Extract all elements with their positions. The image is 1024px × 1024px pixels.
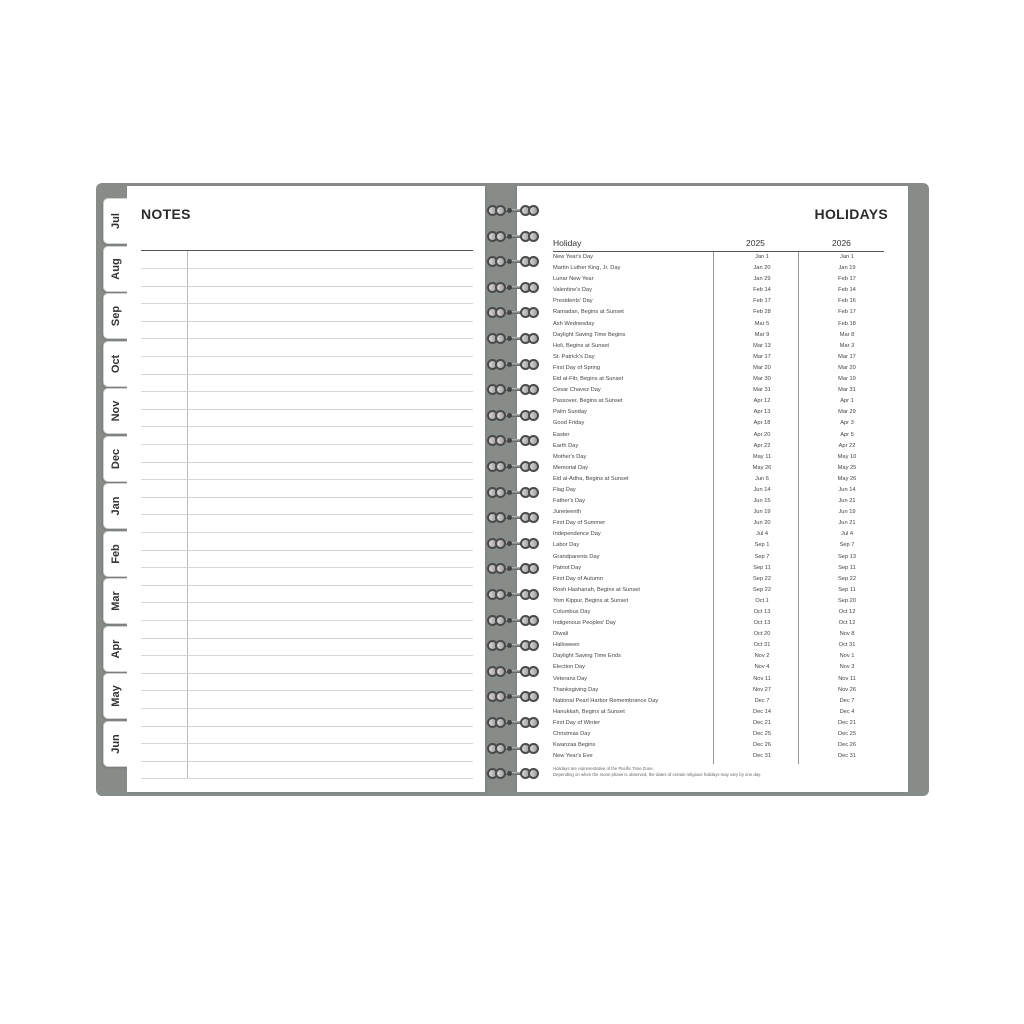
holiday-row xyxy=(553,285,884,296)
holiday-name: Halloween xyxy=(553,642,580,649)
holiday-row xyxy=(553,407,884,418)
ruled-line xyxy=(141,708,473,709)
holiday-date-2025: Apr 22 xyxy=(753,442,771,449)
holiday-date-2026: Nov 3 xyxy=(839,664,855,671)
spiral-ring-icon xyxy=(485,614,541,628)
holiday-date-2025: Jun 20 xyxy=(753,520,771,527)
holiday-date-2025: Jun 6 xyxy=(755,475,769,482)
spiral-ring-icon xyxy=(485,255,541,269)
holiday-date-2025: Dec 26 xyxy=(752,742,772,749)
holiday-date-2026: May 10 xyxy=(837,453,857,460)
holiday-row xyxy=(553,618,884,629)
month-tab-label: Jan xyxy=(109,496,122,516)
holiday-row xyxy=(553,529,884,540)
holiday-name: Rosh Hashanah, Begins at Sunset xyxy=(553,586,640,593)
ruled-line xyxy=(141,655,473,656)
ruled-line xyxy=(141,479,473,480)
holiday-name: Good Friday xyxy=(553,420,585,427)
ruled-line xyxy=(141,602,473,603)
holiday-date-2026: Dec 26 xyxy=(837,742,857,749)
ruled-line xyxy=(141,514,473,515)
holiday-date-2026: Dec 4 xyxy=(839,708,855,715)
spiral-ring-icon xyxy=(485,511,541,525)
holiday-name: Yom Kippur, Begins at Sunset xyxy=(553,597,629,604)
holiday-row xyxy=(553,585,884,596)
holiday-row xyxy=(553,651,884,662)
holiday-row xyxy=(553,396,884,407)
holiday-name: Christmas Day xyxy=(553,731,591,738)
holiday-row xyxy=(553,330,884,341)
holiday-row xyxy=(553,662,884,673)
holiday-name: New Year's Day xyxy=(553,254,593,260)
holiday-date-2026: Sep 20 xyxy=(837,597,857,604)
holiday-name: Election Day xyxy=(553,664,585,671)
holiday-name: Kwanzaa Begins xyxy=(553,742,596,749)
holiday-date-2025: Dec 7 xyxy=(754,697,770,704)
spiral-ring-icon xyxy=(485,434,541,448)
holiday-name: Flag Day xyxy=(553,486,576,493)
month-tab[interactable] xyxy=(103,246,127,292)
holiday-date-2026: Mar 3 xyxy=(839,342,855,349)
holiday-row xyxy=(553,740,884,751)
holiday-date-2026: Oct 31 xyxy=(838,642,856,649)
holiday-row xyxy=(553,352,884,363)
header-2025: 2025 xyxy=(746,238,765,248)
holiday-date-2025: Jan 20 xyxy=(753,265,771,272)
holiday-name: Veterans Day xyxy=(553,675,588,682)
ruled-line xyxy=(141,638,473,639)
spiral-ring-icon xyxy=(485,358,541,372)
holiday-row xyxy=(553,729,884,740)
holiday-row xyxy=(553,263,884,274)
holiday-date-2026: Sep 11 xyxy=(838,564,856,571)
spiral-ring-icon xyxy=(485,742,541,756)
holiday-row xyxy=(553,552,884,563)
footnote-line-1: Holidays are representative of the Pacific Time Zone. xyxy=(553,766,654,771)
holiday-date-2025: Feb 28 xyxy=(753,309,771,316)
holiday-date-2026: Feb 14 xyxy=(838,287,856,294)
holiday-date-2026: Jul 4 xyxy=(840,531,854,538)
holiday-date-2025: Oct 31 xyxy=(753,642,771,649)
holiday-name: Eid al-Fitr, Begins at Sunset xyxy=(553,376,624,383)
holiday-date-2026: Dec 25 xyxy=(837,731,857,738)
ruled-line xyxy=(141,550,473,551)
ruled-line xyxy=(141,761,473,762)
holiday-row xyxy=(553,385,884,396)
holiday-date-2025: Jan 29 xyxy=(753,276,771,283)
holiday-name: Columbus Day xyxy=(553,609,591,615)
holidays-footnote xyxy=(553,766,761,777)
holiday-date-2026: Feb 17 xyxy=(838,276,856,283)
holiday-date-2025: Dec 14 xyxy=(752,708,772,715)
holiday-name: National Pearl Harbor Remembrance Day xyxy=(553,697,659,704)
holiday-name: Ramadan, Begins at Sunset xyxy=(553,309,624,316)
month-tab-label: Apr xyxy=(109,639,122,658)
holiday-date-2026: Nov 26 xyxy=(837,686,857,693)
spiral-ring-icon xyxy=(485,537,541,551)
holiday-date-2025: Oct 20 xyxy=(753,631,771,638)
holiday-date-2026: May 25 xyxy=(837,464,857,471)
holiday-row xyxy=(553,363,884,374)
spiral-ring-icon xyxy=(485,230,541,244)
ruled-line xyxy=(141,778,473,779)
month-tab-label: Oct xyxy=(109,354,122,373)
holidays-title: HOLIDAYS xyxy=(814,206,888,222)
spiral-ring-icon xyxy=(485,281,541,295)
holiday-date-2026: Apr 22 xyxy=(838,442,856,449)
holiday-row xyxy=(553,463,884,474)
holiday-name: Ash Wednesday xyxy=(553,320,595,327)
month-tab-label: Dec xyxy=(109,448,122,469)
holiday-name: Indigenous Peoples' Day xyxy=(553,620,616,627)
holiday-date-2025: Feb 14 xyxy=(753,287,771,294)
ruled-line xyxy=(141,286,473,287)
holiday-date-2025: Mar 31 xyxy=(753,387,771,394)
holiday-name: New Year's Eve xyxy=(553,753,593,760)
holiday-row xyxy=(553,563,884,574)
spiral-ring-icon xyxy=(485,383,541,397)
holiday-name: Memorial Day xyxy=(553,464,589,471)
spiral-ring-icon xyxy=(485,460,541,474)
holiday-name: Daylight Saving Time Ends xyxy=(553,653,621,660)
holiday-date-2026: Mar 29 xyxy=(838,409,856,416)
ruled-line xyxy=(141,585,473,586)
notes-ruled-lines xyxy=(141,251,473,778)
holiday-name: Palm Sunday xyxy=(553,409,587,416)
ruled-line xyxy=(141,532,473,533)
holiday-date-2026: Apr 5 xyxy=(840,431,854,438)
holiday-date-2026: Jun 14 xyxy=(838,486,856,493)
holiday-name: Father's Day xyxy=(553,498,586,505)
holiday-name: Independence Day xyxy=(553,531,601,538)
month-tab-label: Nov xyxy=(109,400,122,422)
ruled-line xyxy=(141,356,473,357)
holiday-date-2025: Jun 19 xyxy=(753,509,771,516)
holiday-row xyxy=(553,707,884,718)
holiday-name: Lunar New Year xyxy=(553,276,594,283)
holiday-name: First Day of Winter xyxy=(553,719,601,726)
holiday-date-2026: Sep 13 xyxy=(837,553,857,560)
holiday-name: Holi, Begins at Sunset xyxy=(553,342,609,349)
holidays-page xyxy=(517,186,908,792)
notes-title: NOTES xyxy=(141,206,191,222)
spiral-binding xyxy=(485,204,541,784)
holiday-date-2026: Mar 20 xyxy=(838,364,856,371)
holiday-name: Hanukkah, Begins at Sunset xyxy=(553,708,625,715)
holiday-date-2025: Mar 5 xyxy=(754,320,770,327)
holiday-date-2025: Jan 1 xyxy=(755,254,769,260)
holiday-date-2025: Mar 13 xyxy=(753,342,771,349)
holiday-row xyxy=(553,252,884,263)
holiday-row xyxy=(553,496,884,507)
holiday-date-2026: Mar 17 xyxy=(838,353,856,360)
holiday-row xyxy=(553,341,884,352)
holiday-name: Valentine's Day xyxy=(553,287,592,294)
holiday-date-2025: May 26 xyxy=(752,464,772,471)
holiday-date-2025: Mar 20 xyxy=(753,364,771,371)
holiday-name: First Day of Summer xyxy=(553,520,606,527)
holiday-date-2026: Dec 31 xyxy=(837,753,857,760)
month-tab-label: Jun xyxy=(109,733,122,754)
holiday-row xyxy=(553,418,884,429)
holiday-row xyxy=(553,430,884,441)
holiday-row xyxy=(553,685,884,696)
holiday-date-2025: Dec 31 xyxy=(752,753,772,760)
ruled-line xyxy=(141,321,473,322)
holiday-date-2026: Feb 16 xyxy=(838,298,856,305)
holiday-date-2025: Nov 2 xyxy=(754,653,770,660)
holiday-date-2025: Oct 13 xyxy=(753,609,771,615)
month-tab-label: Jul xyxy=(109,213,122,229)
ruled-line xyxy=(141,620,473,621)
holiday-name: Juneteenth xyxy=(553,509,582,516)
holidays-table-header xyxy=(553,237,884,252)
ruled-line xyxy=(141,303,473,304)
holiday-row xyxy=(553,696,884,707)
holiday-row xyxy=(553,319,884,330)
holiday-date-2026: Feb 18 xyxy=(838,320,856,327)
holiday-name: St. Patrick's Day xyxy=(553,353,595,360)
holiday-name: Easter xyxy=(553,431,570,438)
holiday-name: First Day of Spring xyxy=(553,364,601,371)
holiday-row xyxy=(553,540,884,551)
ruled-line xyxy=(141,673,473,674)
holiday-date-2026: Oct 12 xyxy=(838,620,856,627)
holiday-date-2026: Jun 19 xyxy=(838,509,856,516)
holiday-date-2026: Nov 8 xyxy=(839,631,855,638)
holiday-date-2026: Jan 1 xyxy=(840,254,854,260)
holiday-row xyxy=(553,374,884,385)
holiday-name: Daylight Saving Time Begins xyxy=(553,331,626,338)
holiday-row xyxy=(553,474,884,485)
holiday-name: Martin Luther King, Jr. Day xyxy=(553,265,621,272)
holidays-table xyxy=(553,252,884,762)
month-tab[interactable] xyxy=(103,341,127,387)
holiday-row xyxy=(553,507,884,518)
holiday-name: Thanksgiving Day xyxy=(553,686,599,693)
spiral-ring-icon xyxy=(485,690,541,704)
holiday-row xyxy=(553,607,884,618)
ruled-line xyxy=(141,391,473,392)
holiday-date-2025: Sep 7 xyxy=(754,553,770,560)
ruled-line xyxy=(141,374,473,375)
holiday-row xyxy=(553,441,884,452)
holiday-date-2025: Apr 13 xyxy=(753,409,771,416)
month-tab-label: Aug xyxy=(109,257,122,280)
ruled-line xyxy=(141,338,473,339)
ruled-line xyxy=(141,409,473,410)
month-tab[interactable] xyxy=(103,483,127,529)
holiday-date-2025: Sep 22 xyxy=(752,586,772,593)
holiday-date-2026: Sep 11 xyxy=(838,586,856,593)
spiral-ring-icon xyxy=(485,332,541,346)
holiday-row xyxy=(553,307,884,318)
month-tab[interactable] xyxy=(103,626,127,672)
holiday-row xyxy=(553,640,884,651)
holiday-name: Earth Day xyxy=(553,442,579,449)
holiday-date-2025: Nov 27 xyxy=(752,686,772,693)
holiday-row xyxy=(553,596,884,607)
spiral-ring-icon xyxy=(485,665,541,679)
holiday-name: Diwali xyxy=(553,631,569,638)
ruled-line xyxy=(141,444,473,445)
holiday-date-2025: Jun 15 xyxy=(753,498,771,505)
month-tab[interactable] xyxy=(103,436,127,482)
spiral-ring-icon xyxy=(485,409,541,423)
month-tab[interactable] xyxy=(103,531,127,577)
holiday-date-2026: Mar 31 xyxy=(838,387,856,394)
holiday-date-2026: Mar 8 xyxy=(839,331,855,338)
holiday-row xyxy=(553,452,884,463)
holiday-name: First Day of Autumn xyxy=(553,575,603,582)
spiral-ring-icon xyxy=(485,562,541,576)
holiday-date-2025: Oct 1 xyxy=(755,597,769,604)
holiday-row xyxy=(553,674,884,685)
holiday-name: Grandparents Day xyxy=(553,553,600,560)
spiral-ring-icon xyxy=(485,486,541,500)
holiday-name: Presidents' Day xyxy=(553,298,593,305)
holiday-row xyxy=(553,296,884,307)
holiday-date-2025: May 11 xyxy=(752,453,772,460)
holiday-date-2026: Jan 19 xyxy=(838,265,856,272)
holiday-date-2026: Feb 17 xyxy=(838,309,856,316)
holiday-date-2026: Nov 1 xyxy=(839,653,855,660)
ruled-line xyxy=(141,743,473,744)
ruled-line xyxy=(141,462,473,463)
holiday-date-2026: Jun 21 xyxy=(838,498,856,505)
holiday-date-2025: Feb 17 xyxy=(753,298,771,305)
spiral-ring-icon xyxy=(485,767,541,781)
month-tab[interactable] xyxy=(103,578,127,624)
ruled-line xyxy=(141,426,473,427)
month-tab[interactable] xyxy=(103,721,127,767)
holiday-date-2025: Dec 21 xyxy=(752,719,772,726)
holiday-date-2025: Dec 25 xyxy=(752,731,772,738)
ruled-line xyxy=(141,497,473,498)
holiday-date-2025: Mar 9 xyxy=(754,331,770,338)
holiday-row xyxy=(553,274,884,285)
spiral-ring-icon xyxy=(485,716,541,730)
holiday-date-2025: Nov 11 xyxy=(753,675,771,682)
ruled-line xyxy=(141,268,473,269)
holiday-date-2026: Dec 7 xyxy=(839,697,855,704)
holiday-name: Mother's Day xyxy=(553,453,587,460)
holiday-date-2026: Dec 21 xyxy=(837,719,857,726)
month-tab[interactable] xyxy=(103,388,127,434)
holiday-date-2025: Mar 30 xyxy=(753,376,771,383)
holiday-row xyxy=(553,518,884,529)
footnote-line-2: Depending on when the moon phase is observed, the dates of certain religious holidays may vary by one day. xyxy=(553,771,762,777)
spiral-ring-icon xyxy=(485,588,541,602)
holiday-date-2025: Sep 22 xyxy=(752,575,772,582)
ruled-line xyxy=(141,567,473,568)
month-tab-label: Sep xyxy=(109,305,122,327)
holiday-date-2026: Sep 22 xyxy=(837,575,857,582)
holiday-date-2025: Jul 4 xyxy=(755,531,769,538)
holiday-name: Labor Day xyxy=(553,542,580,549)
spiral-ring-icon xyxy=(485,306,541,320)
holiday-date-2026: Mar 19 xyxy=(838,376,856,383)
holiday-date-2026: Apr 1 xyxy=(840,398,854,405)
holiday-name: Cesar Chavez Day xyxy=(553,387,601,394)
holiday-date-2025: Jun 14 xyxy=(753,486,771,493)
month-tab-label: May xyxy=(109,685,122,707)
holiday-date-2026: Apr 3 xyxy=(840,420,854,427)
holiday-date-2025: Sep 11 xyxy=(753,564,771,571)
holiday-date-2025: Oct 13 xyxy=(753,620,771,627)
holiday-row xyxy=(553,751,884,762)
ruled-line xyxy=(141,726,473,727)
holiday-row xyxy=(553,574,884,585)
holiday-date-2026: Jun 21 xyxy=(838,520,856,527)
notes-page xyxy=(127,186,485,792)
holiday-name: Passover, Begins at Sunset xyxy=(553,398,623,405)
header-2026: 2026 xyxy=(832,238,851,248)
holiday-date-2025: Sep 1 xyxy=(754,542,770,549)
month-tab[interactable] xyxy=(103,198,127,244)
holiday-row xyxy=(553,485,884,496)
ruled-line xyxy=(141,690,473,691)
month-tab[interactable] xyxy=(103,673,127,719)
holiday-name: Patriot Day xyxy=(553,564,582,571)
holiday-date-2026: May 26 xyxy=(837,475,857,482)
header-holiday: Holiday xyxy=(553,238,582,248)
spiral-ring-icon xyxy=(485,639,541,653)
holiday-name: Eid al-Adha, Begins at Sunset xyxy=(553,475,629,482)
holiday-date-2025: Apr 18 xyxy=(753,420,771,427)
month-tab-label: Feb xyxy=(109,543,122,564)
holiday-date-2026: Oct 12 xyxy=(838,609,856,615)
holiday-date-2025: Mar 17 xyxy=(753,353,771,360)
holiday-date-2026: Sep 7 xyxy=(839,542,855,549)
holiday-date-2025: Nov 4 xyxy=(754,664,770,671)
holiday-date-2026: Nov 11 xyxy=(838,675,856,682)
holiday-date-2025: Apr 12 xyxy=(753,398,771,405)
holiday-date-2025: Apr 20 xyxy=(753,431,771,438)
month-tab[interactable] xyxy=(103,293,127,339)
spiral-ring-icon xyxy=(485,204,541,218)
holiday-row xyxy=(553,718,884,729)
holiday-row xyxy=(553,629,884,640)
month-tab-label: Mar xyxy=(109,591,122,611)
